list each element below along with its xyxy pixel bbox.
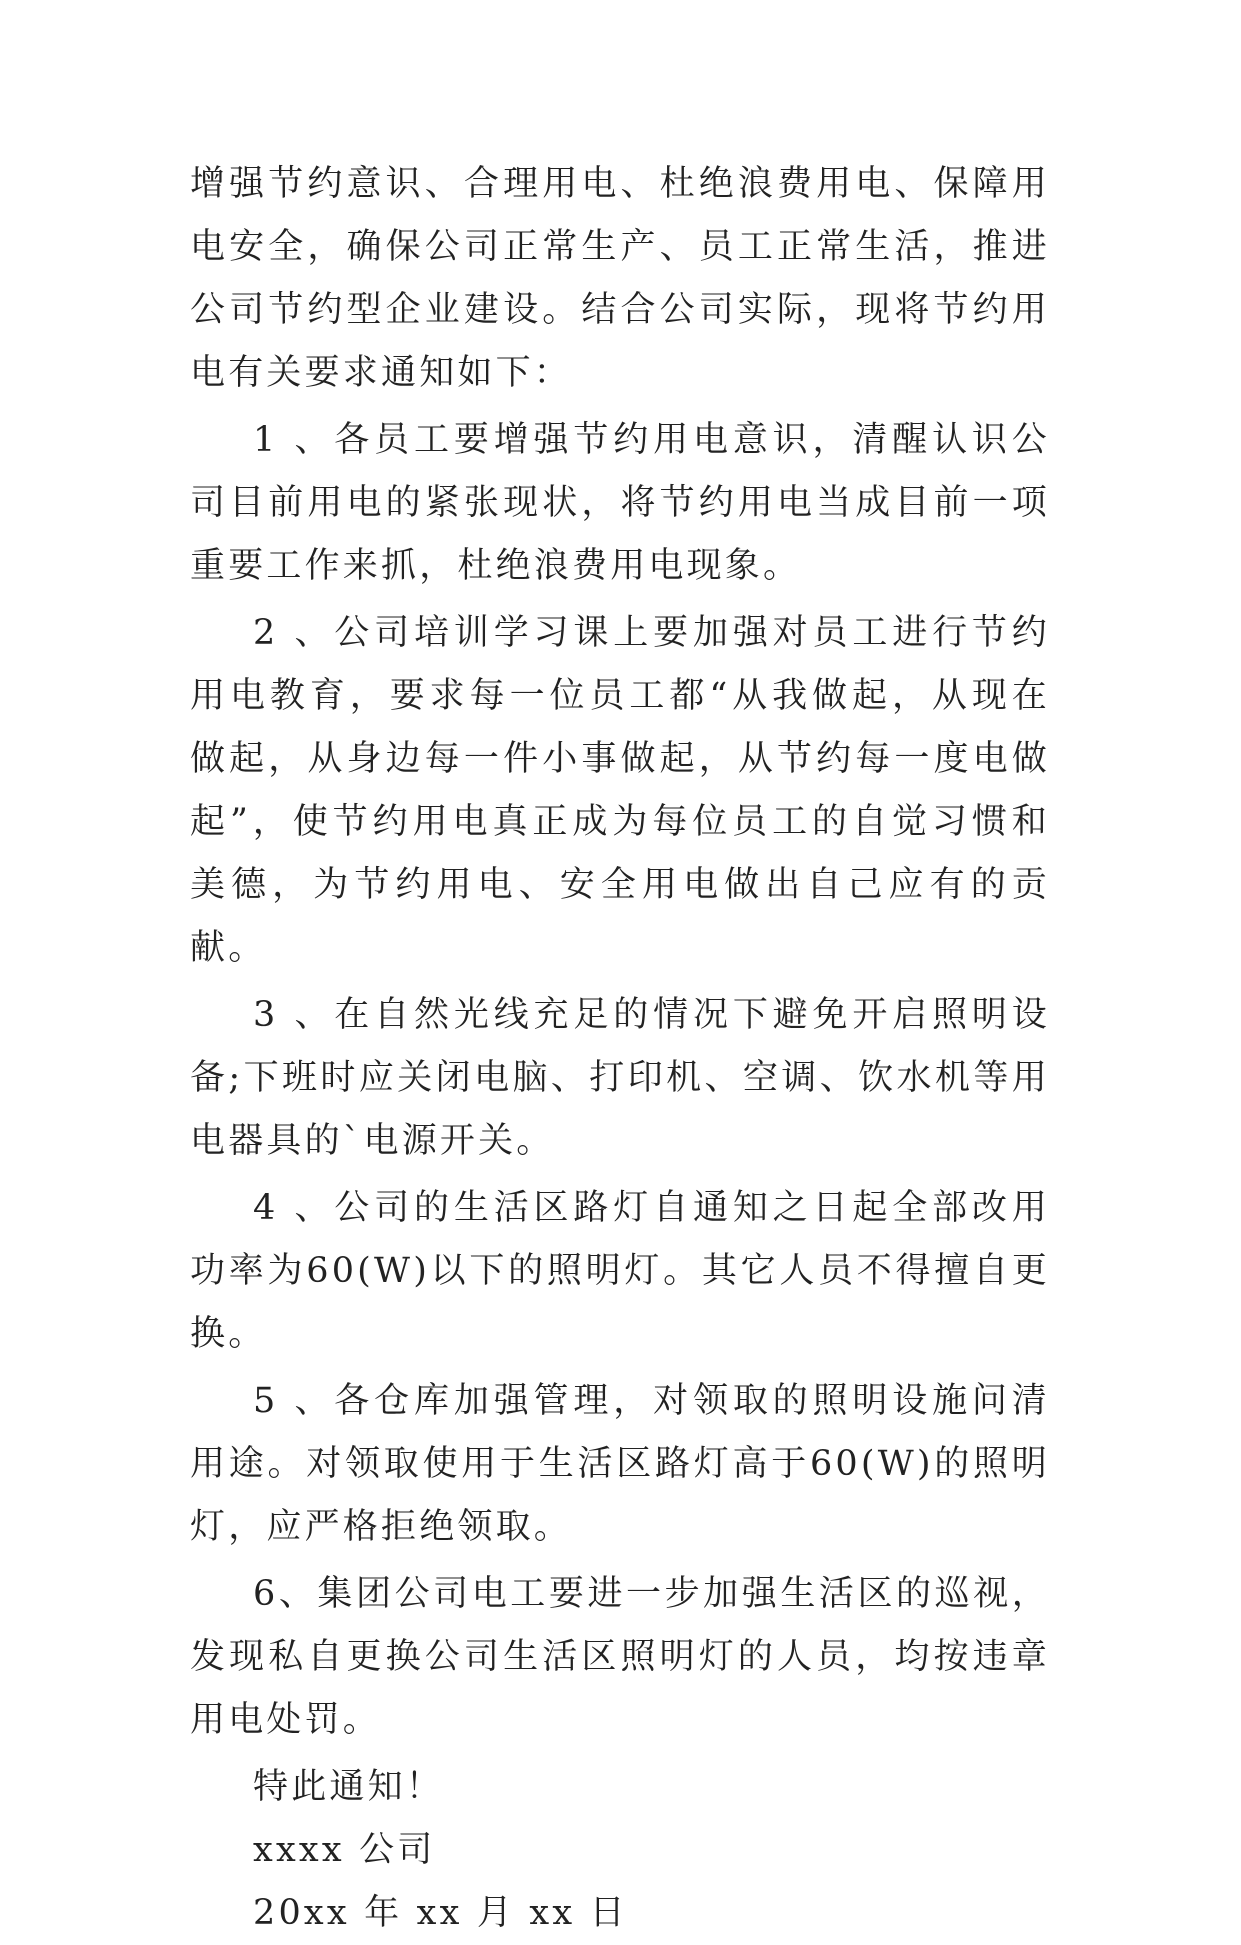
closing-line: 特此通知！ bbox=[253, 1767, 445, 1807]
company-signature: xxxx 公司 bbox=[253, 1830, 436, 1870]
paragraph-item-4: 4 、公司的生活区路灯自通知之日起全部改用功率为60(W)以下的照明灯。其它人员不得擅自更换。 bbox=[190, 1188, 1050, 1354]
paragraph-item-3: 3 、在自然光线充足的情况下避免开启照明设备;下班时应关闭电脑、打印机、空调、饮水机等用电器具的`电源开关。 bbox=[190, 995, 1050, 1161]
paragraph-intro: 增强节约意识、合理用电、杜绝浪费用电、保障用电安全，确保公司正常生产、员工正常生活，推进公司节约型企业建设。结合公司实际，现将节约用电有关要求通知如下： bbox=[190, 164, 1050, 393]
document-date: 20xx 年 xx 月 xx 日 bbox=[253, 1893, 628, 1933]
paragraph-item-2: 2 、公司培训学习课上要加强对员工进行节约用电教育，要求每一位员工都“从我做起，从现在做起，从身边每一件小事做起，从节约每一度电做起”，使节约用电真正成为每位员工的自觉习惯和美德，为节约用电、安全用电做出自己应有的贡献。 bbox=[190, 613, 1050, 968]
document-body bbox=[190, 153, 1050, 1945]
paragraph-item-1: 1 、各员工要增强节约用电意识，清醒认识公司目前用电的紧张现状，将节约用电当成目前一项重要工作来抓，杜绝浪费用电现象。 bbox=[190, 420, 1050, 586]
paragraph-item-6: 6、集团公司电工要进一步加强生活区的巡视，发现私自更换公司生活区照明灯的人员，均按违章用电处罚。 bbox=[190, 1574, 1050, 1740]
paragraph-item-5: 5 、各仓库加强管理，对领取的照明设施问清用途。对领取使用于生活区路灯高于60(W)的照明灯，应严格拒绝领取。 bbox=[190, 1381, 1050, 1547]
